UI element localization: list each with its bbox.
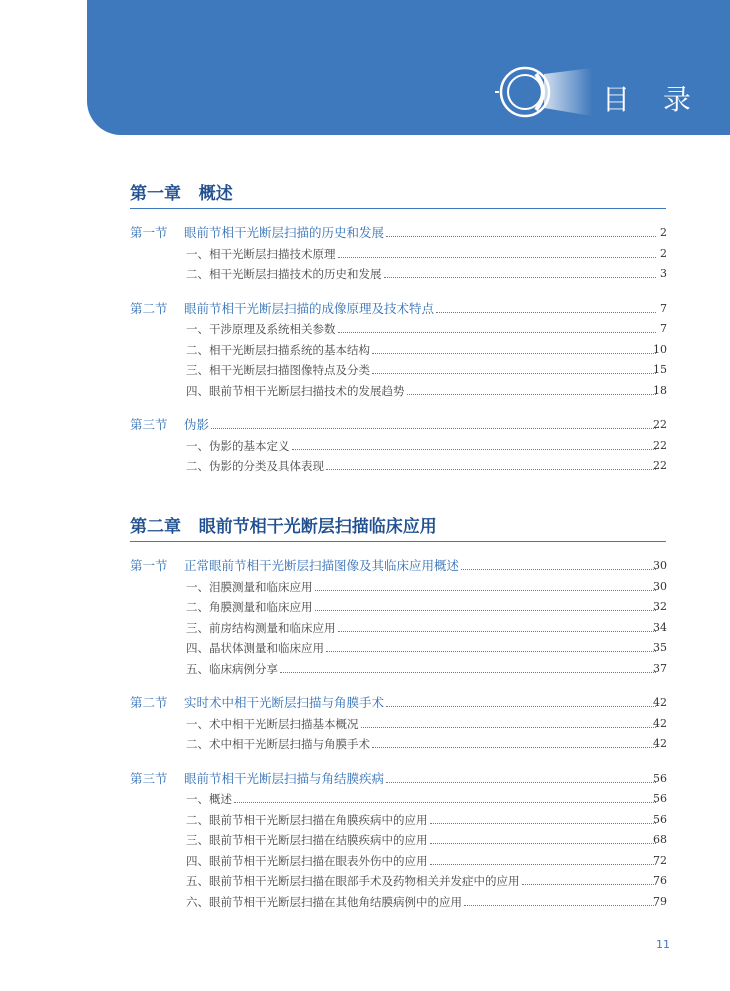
leader-dots <box>386 782 656 783</box>
item-page-number: 3 <box>660 267 667 280</box>
item-page-number: 7 <box>660 322 667 335</box>
item-page-number: 30 <box>653 579 667 593</box>
leader-dots <box>292 449 656 450</box>
item-title: 一、概述 <box>186 792 232 806</box>
chapter-title: 第二章 眼前节相干光断层扫描临床应用 <box>130 517 437 537</box>
chapter-heading[interactable] <box>130 516 666 542</box>
leader-dots <box>464 905 656 906</box>
section-title: 伪影 <box>184 417 210 432</box>
toc-item-row[interactable] <box>0 598 730 618</box>
item-page-number: 72 <box>653 853 667 867</box>
section-page-number: 56 <box>653 771 667 785</box>
item-page-number: 56 <box>653 812 667 826</box>
leader-dots <box>211 428 656 429</box>
toc-item-row[interactable] <box>0 790 730 810</box>
leader-dots <box>338 257 656 258</box>
item-page-number: 15 <box>653 363 667 376</box>
toc-item-row[interactable] <box>0 361 730 381</box>
section-title: 实时术中相干光断层扫描与角膜手术 <box>184 695 385 710</box>
leader-dots <box>315 610 656 611</box>
toc-item-row[interactable] <box>0 320 730 340</box>
toc-item-row[interactable] <box>0 811 730 831</box>
item-title: 二、角膜测量和临床应用 <box>186 600 313 614</box>
toc-section-row[interactable] <box>0 300 730 320</box>
item-title: 二、眼前节相干光断层扫描在角膜疾病中的应用 <box>186 812 428 827</box>
section-page-number: 2 <box>660 226 667 239</box>
item-title: 五、眼前节相干光断层扫描在眼部手术及药物相关并发症中的应用 <box>186 874 520 888</box>
item-page-number: 42 <box>653 716 667 730</box>
leader-dots <box>386 236 656 237</box>
section-label: 第三节 <box>130 417 168 432</box>
section-page-number: 42 <box>653 696 667 709</box>
leader-dots <box>326 651 656 652</box>
section-title: 眼前节相干光断层扫描与角结膜疾病 <box>184 770 385 786</box>
item-title: 五、临床病例分享 <box>186 661 278 676</box>
leader-dots <box>436 312 656 313</box>
toc-section-row[interactable] <box>0 694 730 714</box>
leader-dots <box>280 672 656 673</box>
toc-item-row[interactable] <box>0 457 730 477</box>
toc-item-row[interactable] <box>0 619 730 639</box>
section-title: 眼前节相干光断层扫描的历史和发展 <box>184 225 385 240</box>
item-title: 四、眼前节相干光断层扫描技术的发展趋势 <box>186 383 405 398</box>
toc-item-row[interactable] <box>0 437 730 457</box>
item-page-number: 32 <box>653 600 667 613</box>
section-page-number: 30 <box>653 559 667 572</box>
section-label: 第一节 <box>130 225 168 240</box>
toc-item-row[interactable] <box>0 872 730 892</box>
toc-item-row[interactable] <box>0 735 730 755</box>
leader-dots <box>361 727 656 728</box>
item-page-number: 76 <box>653 874 667 887</box>
leader-dots <box>430 823 656 824</box>
item-page-number: 68 <box>653 833 667 846</box>
leader-dots <box>234 802 656 803</box>
toc-item-row[interactable] <box>0 831 730 851</box>
item-title: 三、前房结构测量和临床应用 <box>186 620 336 635</box>
section-title: 眼前节相干光断层扫描的成像原理及技术特点 <box>184 300 435 316</box>
leader-dots <box>338 332 656 333</box>
toc-item-row[interactable] <box>0 578 730 598</box>
item-title: 四、晶状体测量和临床应用 <box>186 641 324 655</box>
leader-dots <box>430 864 656 865</box>
leader-dots <box>522 884 656 885</box>
section-page-number: 7 <box>660 301 667 315</box>
item-page-number: 56 <box>653 792 667 805</box>
item-title: 二、术中相干光断层扫描与角膜手术 <box>186 737 370 751</box>
leader-dots <box>326 469 656 470</box>
section-label: 第二节 <box>130 695 168 710</box>
section-title: 正常眼前节相干光断层扫描图像及其临床应用概述 <box>184 558 460 573</box>
item-title: 一、相干光断层扫描技术原理 <box>186 246 336 261</box>
item-page-number: 42 <box>653 737 667 750</box>
section-label: 第三节 <box>130 770 168 786</box>
page-title: 目 录 <box>602 83 703 116</box>
item-page-number: 37 <box>653 661 667 675</box>
item-page-number: 22 <box>653 438 667 452</box>
leader-dots <box>407 394 656 395</box>
leader-dots <box>430 843 656 844</box>
toc-item-row[interactable] <box>0 245 730 265</box>
item-title: 一、干涉原理及系统相关参数 <box>186 322 336 336</box>
item-title: 一、术中相干光断层扫描基本概况 <box>186 716 359 731</box>
item-title: 二、伪影的分类及具体表现 <box>186 459 324 473</box>
item-page-number: 10 <box>653 342 667 356</box>
toc-item-row[interactable] <box>0 852 730 872</box>
toc-section-row[interactable] <box>0 557 730 577</box>
toc-item-row[interactable] <box>0 382 730 402</box>
item-title: 二、相干光断层扫描技术的历史和发展 <box>186 267 382 281</box>
item-title: 三、眼前节相干光断层扫描在结膜疾病中的应用 <box>186 833 428 847</box>
item-title: 三、相干光断层扫描图像特点及分类 <box>186 363 370 377</box>
item-page-number: 18 <box>653 383 667 397</box>
leader-dots <box>338 631 656 632</box>
leader-dots <box>372 373 656 374</box>
page-number: 11 <box>656 938 670 951</box>
toc-item-row[interactable] <box>0 893 730 913</box>
toc-item-row[interactable] <box>0 715 730 735</box>
item-title: 二、相干光断层扫描系统的基本结构 <box>186 342 370 357</box>
leader-dots <box>461 569 656 570</box>
item-page-number: 34 <box>653 620 667 634</box>
leader-dots <box>315 590 656 591</box>
item-title: 四、眼前节相干光断层扫描在眼表外伤中的应用 <box>186 853 428 868</box>
chapter-title: 第一章 概述 <box>130 184 233 204</box>
toc-section-row[interactable] <box>0 416 730 436</box>
toc-section-row[interactable] <box>0 770 730 790</box>
toc-section-row[interactable] <box>0 224 730 244</box>
item-page-number: 22 <box>653 459 667 472</box>
section-page-number: 22 <box>653 418 667 431</box>
item-page-number: 35 <box>653 641 667 654</box>
item-title: 六、眼前节相干光断层扫描在其他角结膜病例中的应用 <box>186 894 462 909</box>
item-page-number: 79 <box>653 894 667 908</box>
toc-item-row[interactable] <box>0 265 730 285</box>
item-page-number: 2 <box>660 246 667 260</box>
toc-item-row[interactable] <box>0 660 730 680</box>
leader-dots <box>384 277 656 278</box>
leader-dots <box>386 706 656 707</box>
chapter-heading[interactable] <box>130 183 666 209</box>
section-label: 第一节 <box>130 558 168 573</box>
item-title: 一、泪膜测量和临床应用 <box>186 579 313 594</box>
leader-dots <box>372 747 656 748</box>
item-title: 一、伪影的基本定义 <box>186 438 290 453</box>
toc-item-row[interactable] <box>0 639 730 659</box>
section-label: 第二节 <box>130 300 168 316</box>
eye-icon <box>492 60 602 130</box>
leader-dots <box>372 353 656 354</box>
toc-item-row[interactable] <box>0 341 730 361</box>
